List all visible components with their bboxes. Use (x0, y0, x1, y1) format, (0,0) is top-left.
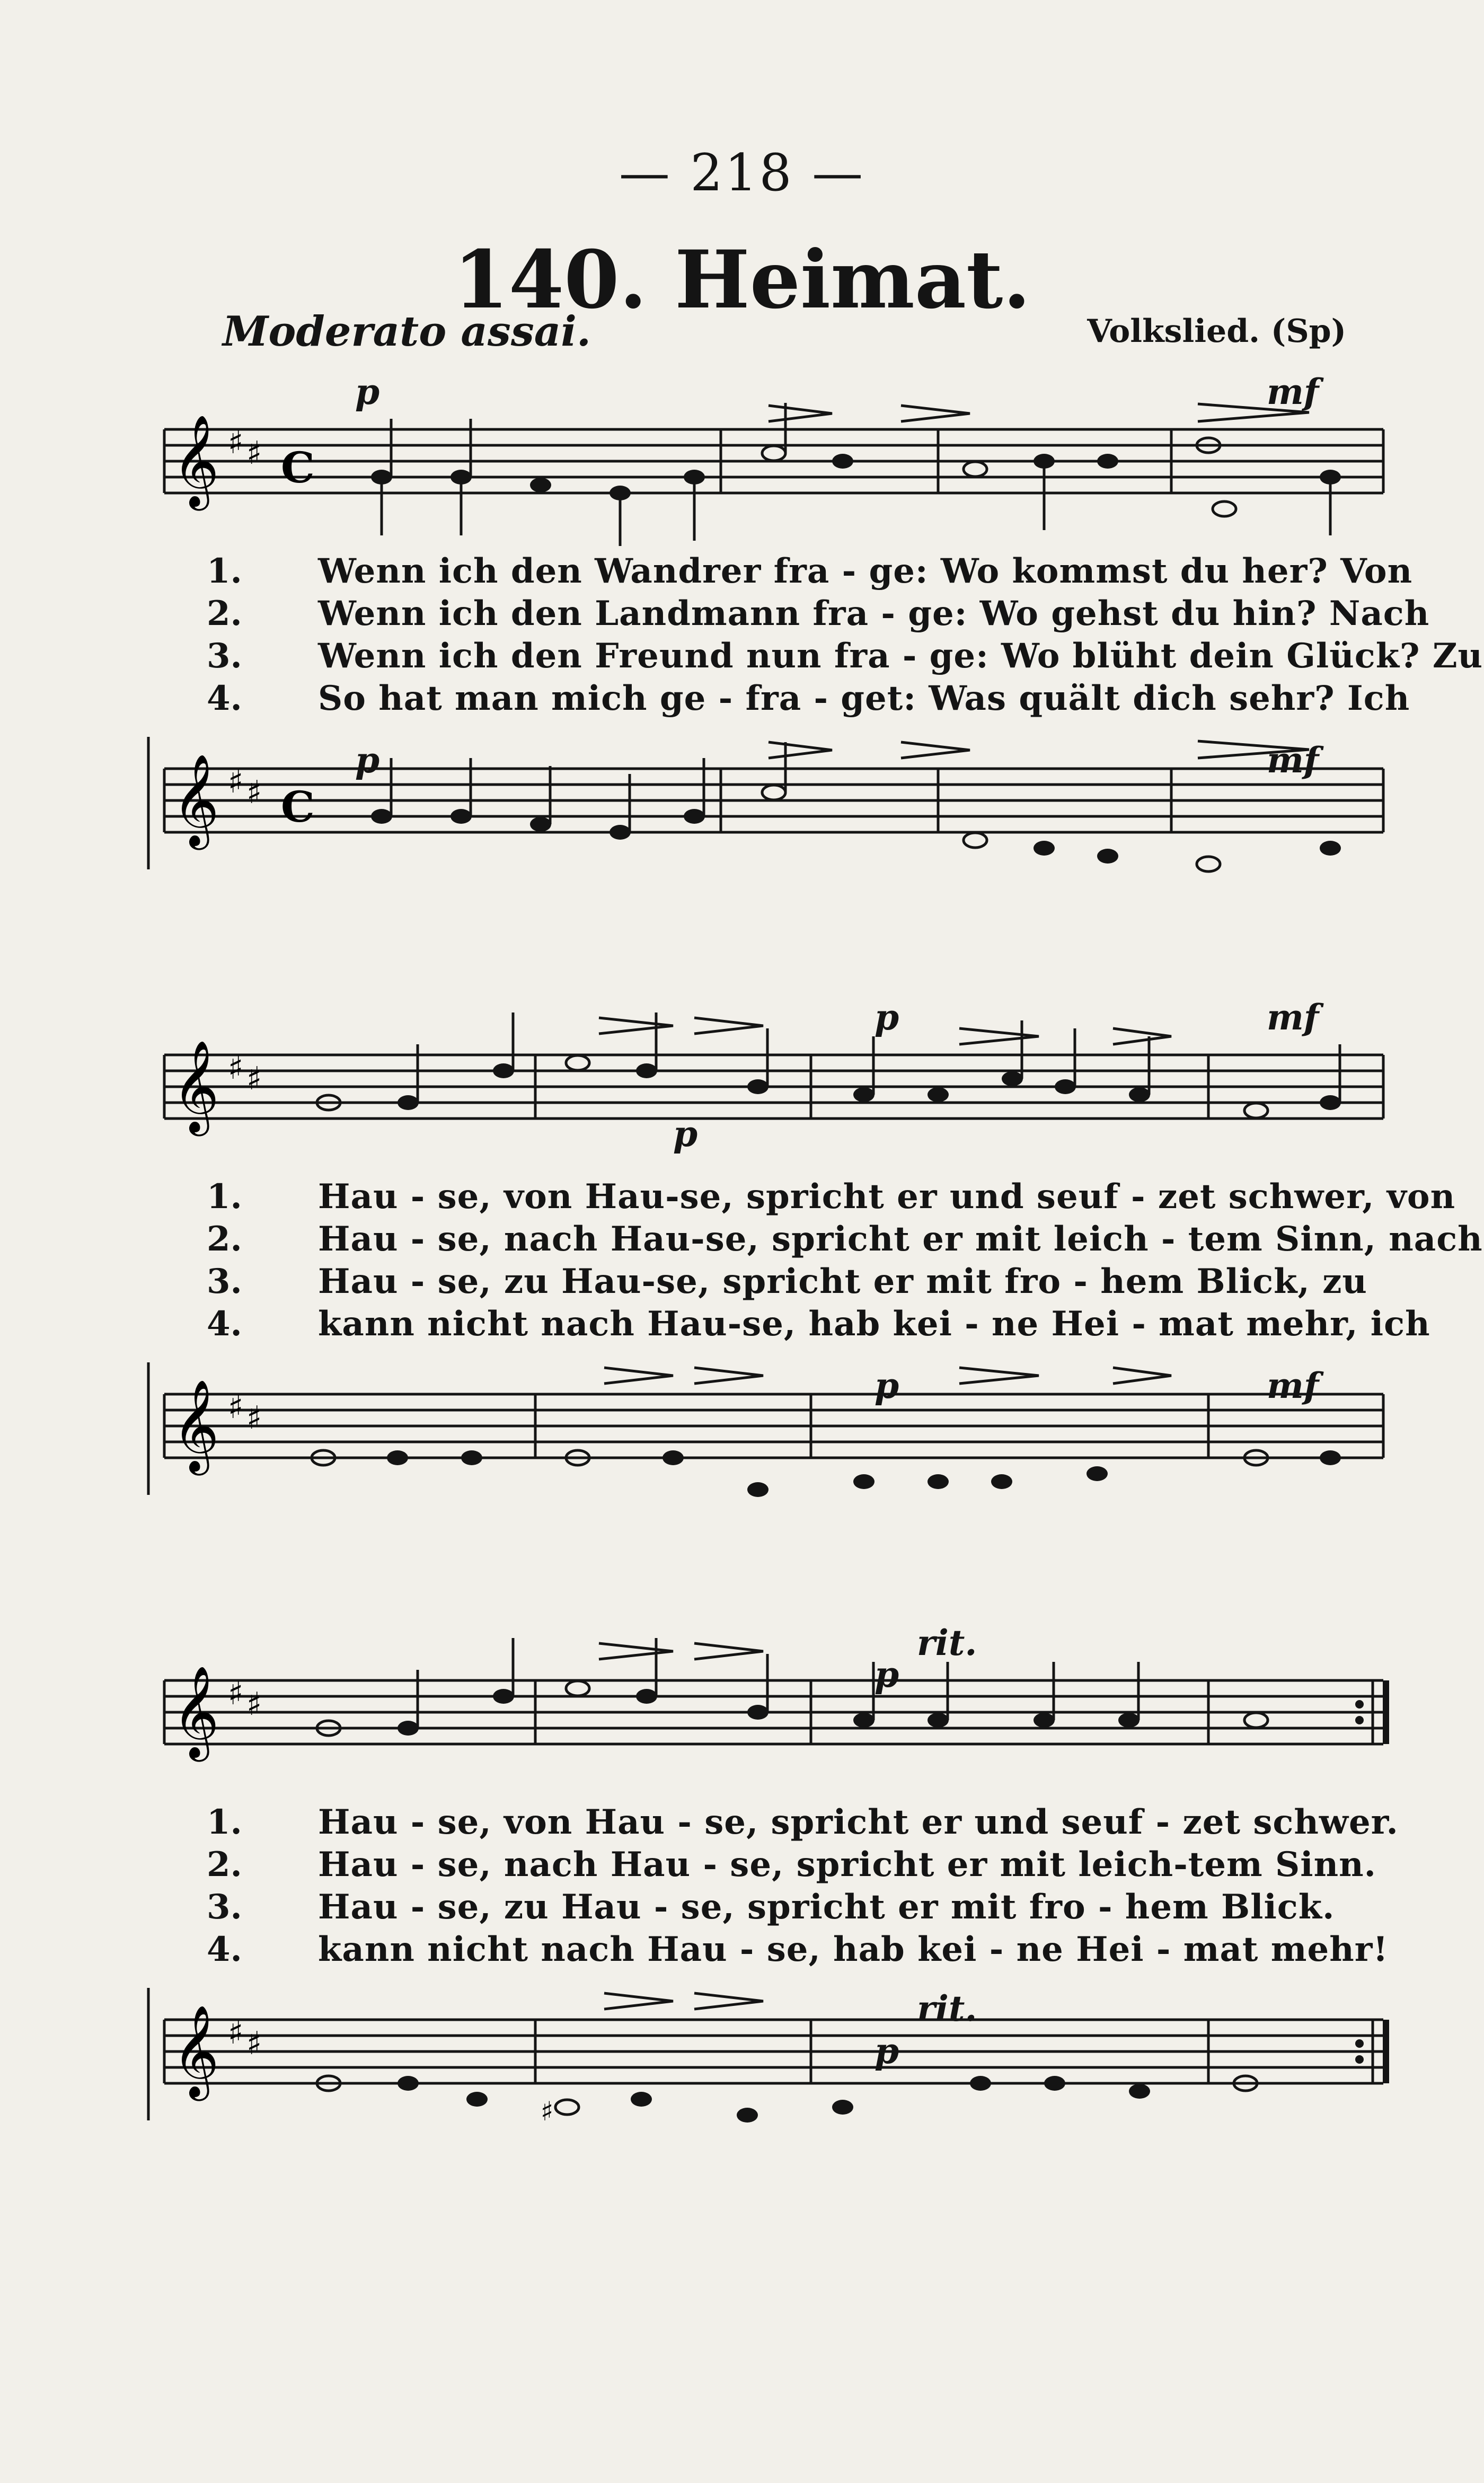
music-system-1 (143, 371, 1483, 901)
svg-text:𝄞: 𝄞 (172, 1379, 219, 1472)
svg-text:♯: ♯ (246, 1686, 262, 1723)
svg-text:♯: ♯ (228, 1050, 244, 1087)
svg-text:𝄞: 𝄞 (172, 754, 219, 846)
ritardando-bottom: rit. (917, 1988, 977, 2029)
dynamic-mezzoforte-top: mf (1267, 997, 1319, 1038)
treble-staff-bottom (143, 1988, 1394, 2147)
svg-text:♯: ♯ (246, 435, 262, 472)
lyric-verse-2: 2. Wenn ich den Landmann fra - ge: Wo gehst du hin? Nach (207, 594, 1430, 633)
lyric-verse-2: 2. Hau - se, nach Hau - se, spricht er mit leich-tem Sinn. (207, 1845, 1376, 1885)
treble-staff-bottom (143, 737, 1394, 896)
svg-text:C: C (281, 443, 315, 492)
svg-text:♯: ♯ (246, 774, 262, 811)
lyric-verse-1: 1. Wenn ich den Wandrer fra - ge: Wo kommst du her? Von (207, 551, 1413, 591)
ritardando-top: rit. (917, 1622, 977, 1663)
svg-text:C: C (281, 782, 315, 832)
dynamic-mezzoforte-bottom: mf (1267, 1365, 1319, 1406)
svg-text:♯: ♯ (541, 2096, 554, 2127)
page-number: — 218 — (619, 143, 865, 202)
svg-text:♯: ♯ (228, 763, 244, 800)
svg-text:♯: ♯ (228, 1675, 244, 1712)
svg-text:𝄞: 𝄞 (172, 415, 219, 507)
lyric-verse-3: 3. Wenn ich den Freund nun fra - ge: Wo blüht dein Glück? Zu (207, 636, 1483, 676)
song-title: 140. Heimat. (453, 233, 1031, 327)
lyric-verse-3: 3. Hau - se, zu Hau - se, spricht er mit fro - hem Blick. (207, 1887, 1335, 1927)
dynamic-piano-top: p (874, 997, 899, 1038)
lyric-verse-1: 1. Hau - se, von Hau-se, spricht er und seuf - zet schwer, von (207, 1177, 1456, 1217)
lyric-verse-4: 4. kann nicht nach Hau - se, hab kei - ne Hei - mat mehr! (207, 1930, 1389, 1969)
svg-text:♯: ♯ (228, 424, 244, 461)
lyric-verse-3: 3. Hau - se, zu Hau-se, spricht er mit fro - hem Blick, zu (207, 1262, 1367, 1301)
dynamic-piano-bottom: p (355, 739, 380, 781)
svg-text:♯: ♯ (228, 1389, 244, 1426)
svg-text:♯: ♯ (246, 1399, 262, 1437)
svg-text:♯: ♯ (228, 2014, 244, 2051)
svg-text:𝄞: 𝄞 (172, 1666, 219, 1758)
lyric-verse-1: 1. Hau - se, von Hau - se, spricht er und seuf - zet schwer. (207, 1802, 1399, 1842)
music-system-2 (143, 997, 1483, 1527)
dynamic-mezzoforte-bottom: mf (1267, 739, 1319, 781)
dynamic-piano-bottom: p (874, 2030, 899, 2072)
svg-text:𝄞: 𝄞 (172, 2005, 219, 2097)
lyric-verse-4: 4. kann nicht nach Hau-se, hab kei - ne Hei - mat mehr, ich (207, 1304, 1430, 1344)
lyric-verse-4: 4. So hat man mich ge - fra - get: Was quält dich sehr? Ich (207, 679, 1410, 718)
dynamic-piano-inner: p (673, 1113, 698, 1155)
music-system-3 (143, 1622, 1399, 2179)
dynamic-mezzoforte-top: mf (1267, 371, 1319, 412)
svg-text:𝄞: 𝄞 (172, 1040, 219, 1132)
dynamic-piano-top: p (874, 1654, 899, 1695)
svg-text:♯: ♯ (246, 1060, 262, 1097)
tempo-marking: Moderato assai. (223, 307, 591, 356)
svg-text:♯: ♯ (246, 2025, 262, 2062)
song-source: Volkslied. (Sp) (1087, 313, 1346, 350)
treble-staff-bottom (143, 1362, 1394, 1521)
dynamic-piano-bottom: p (874, 1365, 899, 1406)
dynamic-piano-top: p (355, 371, 380, 412)
lyric-verse-2: 2. Hau - se, nach Hau-se, spricht er mit leich - tem Sinn, nach (207, 1219, 1483, 1259)
